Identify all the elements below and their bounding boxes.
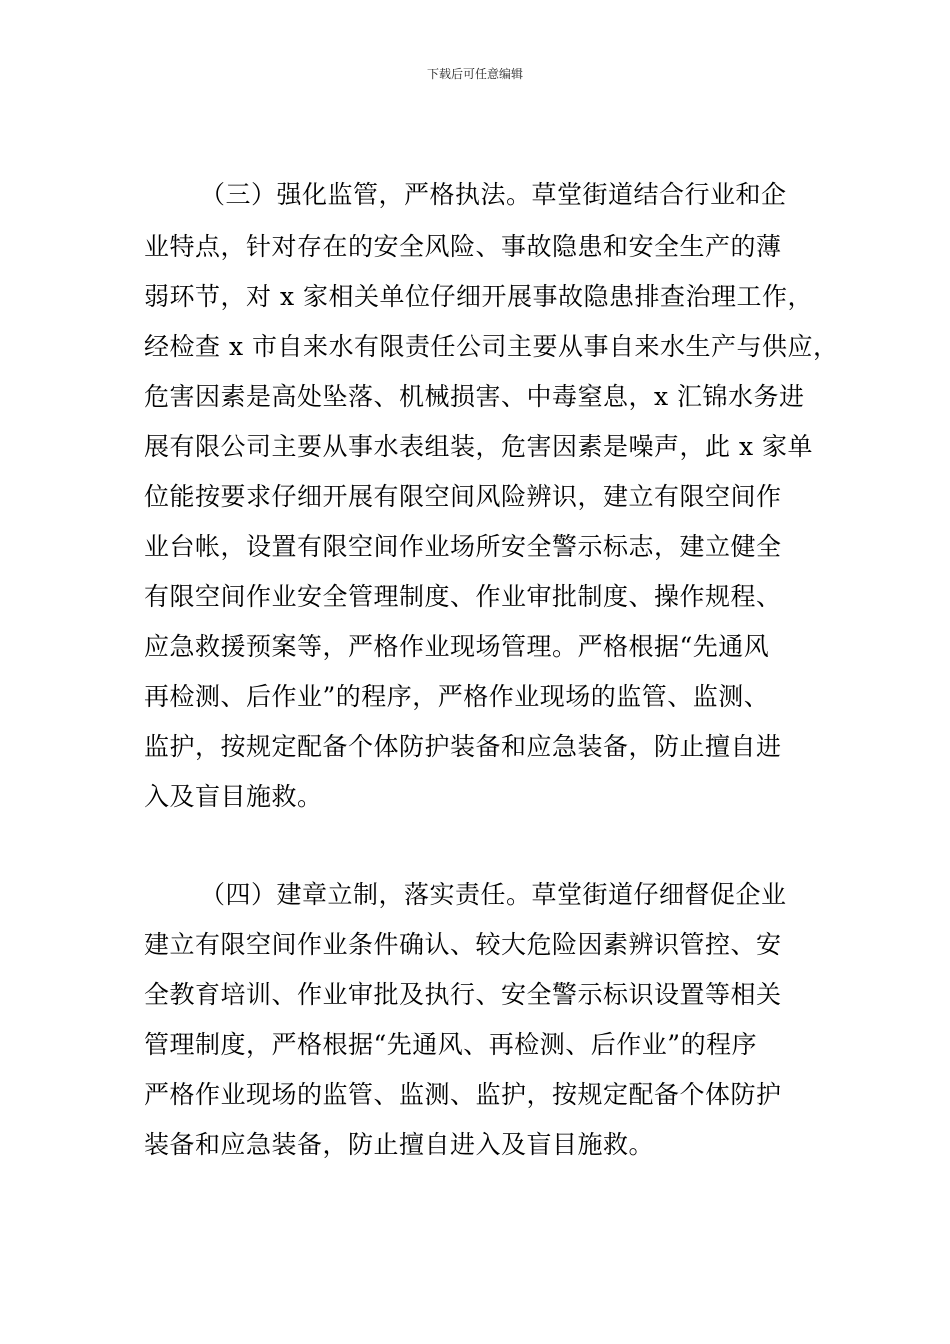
paragraph-line: 危害因素是高处坠落、机械损害、中毒窒息，x 汇锦水务进 bbox=[144, 382, 805, 411]
paragraph-line: （四）建章立制，落实责任。草堂街道仔细督促企业 bbox=[200, 880, 787, 909]
paragraph-line: 装备和应急装备，防止擅自进入及盲目施救。 bbox=[144, 1130, 655, 1159]
header-note: 下载后可任意编辑 bbox=[426, 67, 523, 81]
paragraph-line: 建立有限空间作业条件确认、较大危险因素辨识管控、安 bbox=[144, 930, 782, 959]
paragraph-line: 有限空间作业安全管理制度、作业审批制度、操作规程、 bbox=[144, 582, 782, 611]
paragraph-line: 管理制度，严格根据“先通风、再检测、后作业”的程序 bbox=[144, 1030, 758, 1059]
paragraph-line: 业台帐，设置有限空间作业场所安全警示标志，建立健全 bbox=[144, 532, 782, 561]
paragraph-line: 再检测、后作业”的程序，严格作业现场的监管、监测、 bbox=[144, 682, 770, 711]
paragraph-line: 全教育培训、作业审批及执行、安全警示标识设置等相关 bbox=[144, 980, 782, 1009]
paragraph-line: 严格作业现场的监管、监测、监护，按规定配备个体防护 bbox=[144, 1080, 782, 1109]
paragraph-line: 业特点，针对存在的安全风险、事故隐患和安全生产的薄 bbox=[144, 232, 782, 261]
paragraph-line: 弱环节，对 x 家相关单位仔细开展事故隐患排查治理工作， bbox=[144, 282, 813, 311]
paragraph-line: 经检查 x 市自来水有限责任公司主要从事自来水生产与供应， bbox=[144, 332, 839, 361]
paragraph-line: （三）强化监管，严格执法。草堂街道结合行业和企 bbox=[200, 180, 787, 209]
paragraph-line: 展有限公司主要从事水表组装，危害因素是噪声，此 x 家单 bbox=[144, 432, 813, 461]
paragraph-line: 位能按要求仔细开展有限空间风险辨识，建立有限空间作 bbox=[144, 482, 782, 511]
paragraph-line: 应急救援预案等，严格作业现场管理。严格根据“先通风 bbox=[144, 632, 770, 661]
paragraph-line: 入及盲目施救。 bbox=[144, 782, 323, 811]
paragraph-line: 监护，按规定配备个体防护装备和应急装备，防止擅自进 bbox=[144, 732, 782, 761]
